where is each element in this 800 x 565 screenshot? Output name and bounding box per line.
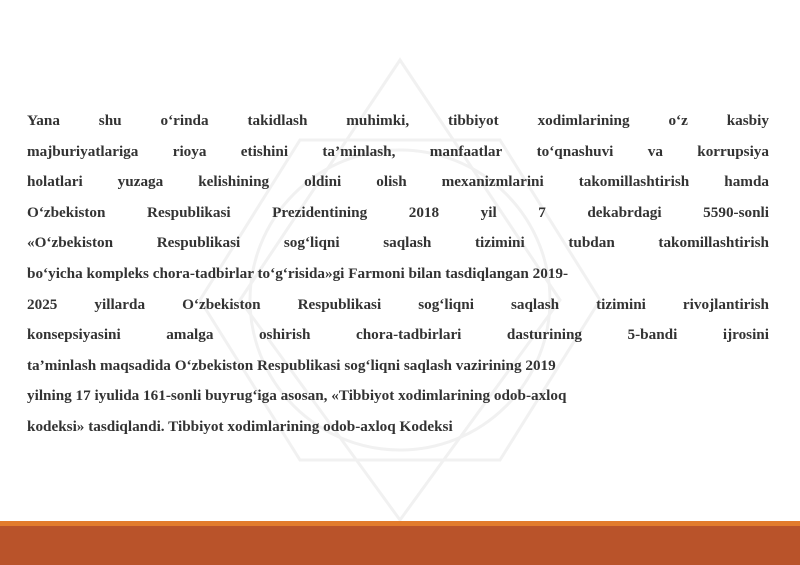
word: o‘rinda	[160, 112, 209, 129]
word: to‘qnashuvi	[536, 142, 614, 160]
word: kasbiy	[726, 112, 769, 129]
word: sog‘liqni	[418, 295, 474, 313]
word: tibbiyot	[448, 112, 499, 129]
word: oldini	[304, 173, 342, 191]
word: Respublikasi	[147, 203, 231, 221]
word: rivojlantirish	[682, 295, 769, 313]
word: shu	[98, 112, 122, 129]
word: dasturining	[506, 326, 583, 344]
word: 2018	[408, 203, 440, 221]
footer-bar	[0, 526, 800, 565]
text-line: ta’minlash maqsadida O‘zbekiston Respublikasi sog‘liqni saqlash vazirining 2019	[27, 356, 556, 374]
word: yil	[480, 203, 497, 221]
word: sog‘liqni	[283, 234, 340, 252]
word: «O‘zbekiston	[27, 234, 114, 252]
text-line	[27, 228, 769, 259]
word: O‘zbekiston	[27, 203, 106, 221]
text-line: yilning 17 iyulida 161-sonli buyrug‘iga asosan, «Tibbiyot xodimlarining odob-axloq	[27, 387, 567, 405]
word: kelishining	[198, 173, 270, 191]
word: va	[647, 142, 663, 160]
word: Respublikasi	[297, 295, 382, 313]
word: 5-bandi	[627, 326, 678, 344]
word: tizimini	[596, 295, 646, 313]
word: yillarda	[94, 295, 146, 313]
text-line	[27, 320, 769, 351]
word: rioya	[172, 142, 207, 160]
word: olish	[376, 173, 407, 191]
word: manfaatlar	[429, 142, 503, 160]
body-text	[27, 106, 769, 443]
word: tubdan	[568, 234, 615, 252]
word: saqlash	[510, 295, 560, 313]
word: mexanizmlarini	[441, 173, 544, 191]
word: yuzaga	[117, 173, 164, 191]
word: takidlash	[247, 112, 308, 129]
text-line	[27, 198, 769, 229]
word: amalga	[166, 326, 214, 344]
word: korrupsiya	[697, 142, 769, 160]
word: majburiyatlariga	[27, 142, 139, 160]
word: etishini	[240, 142, 289, 160]
word: muhimki,	[346, 112, 410, 129]
word: o‘z	[668, 112, 688, 129]
word: 5590-sonli	[703, 203, 769, 221]
word: dekabrdagi	[587, 203, 662, 221]
word: takomillashtirish	[578, 173, 690, 191]
word: holatlari	[27, 173, 83, 191]
word: xodimlarining	[537, 112, 630, 129]
text-line	[27, 290, 769, 321]
word: hamda	[724, 173, 769, 191]
word: Respublikasi	[156, 234, 241, 252]
word: oshirish	[258, 326, 311, 344]
word: konsepsiyasini	[27, 326, 121, 344]
text-line	[27, 106, 769, 137]
word: O‘zbekiston	[182, 295, 261, 313]
word: Yana	[27, 112, 60, 129]
text-line	[27, 167, 769, 198]
word: 2025	[27, 295, 58, 313]
word: ijrosini	[722, 326, 769, 344]
text-line	[27, 137, 769, 168]
word: chora-tadbirlari	[355, 326, 462, 344]
text-line: kodeksi» tasdiqlandi. Tibbiyot xodimlarining odob-axloq Kodeksi	[27, 417, 453, 435]
text-line: bo‘yicha kompleks chora-tadbirlar to‘g‘risida»gi Farmoni bilan tasdiqlangan 2019-	[27, 264, 569, 282]
word: 7	[538, 203, 546, 221]
word: saqlash	[383, 234, 432, 252]
word: ta’minlash,	[322, 142, 396, 160]
word: Prezidentining	[272, 203, 368, 221]
word: tizimini	[474, 234, 525, 252]
word: takomillashtirish	[658, 234, 769, 252]
